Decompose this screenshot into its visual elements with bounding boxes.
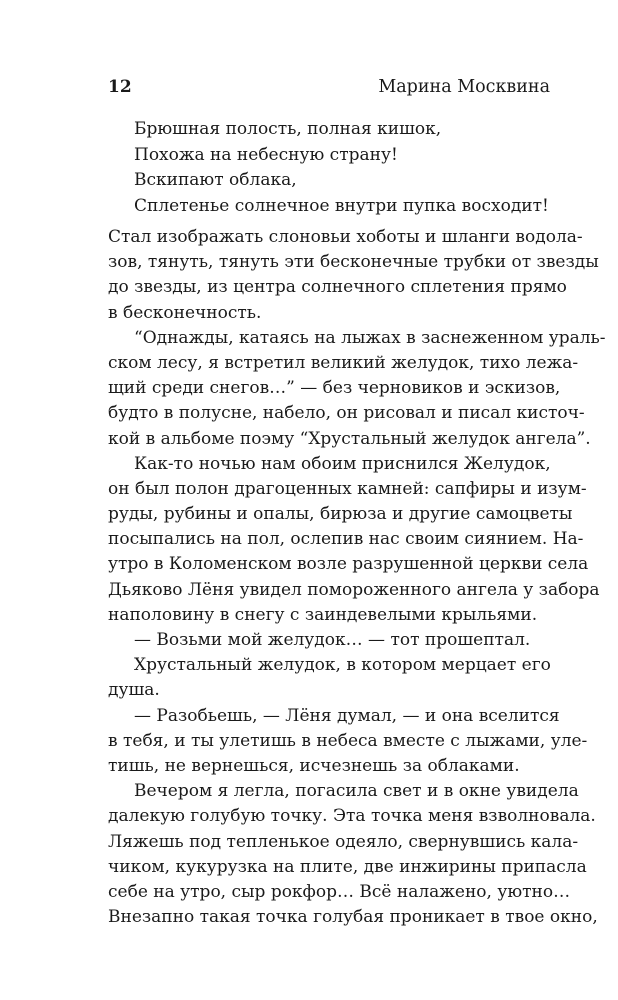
text-line: себе на утро, сыр рокфор… Всё налажено, уютно… bbox=[108, 881, 571, 902]
text-line: в бесконечность. bbox=[108, 302, 262, 323]
text-line: будто в полусне, набело, он рисовал и писал кисточ- bbox=[108, 403, 585, 424]
page-number: 12 bbox=[108, 77, 132, 97]
text-line: утро в Коломенском возле разрушенной церкви села bbox=[108, 554, 589, 575]
text-line: чиком, кукурузка на плите, две инжирины припасла bbox=[108, 856, 587, 877]
text-line: руды, рубины и опалы, бирюза и другие самоцветы bbox=[108, 504, 573, 525]
poem-line: Брюшная полость, полная кишок, bbox=[134, 119, 442, 139]
poem-line: Похожа на небесную страну! bbox=[134, 144, 398, 165]
text-line: зов, тянуть, тянуть эти бесконечные трубки от звезды bbox=[108, 252, 599, 273]
running-head-author: Марина Москвина bbox=[378, 77, 550, 97]
text-line: посыпались на пол, ослепив нас своим сиянием. На- bbox=[108, 529, 584, 550]
text-line: в тебя, и ты улетишь в небеса вместе с лыжами, уле- bbox=[108, 730, 588, 751]
text-line: наполовину в снегу с заиндевелыми крыльями. bbox=[108, 604, 538, 625]
text-line: Как-то ночью нам обоим приснился Желудок, bbox=[134, 453, 551, 474]
text-line: “Однажды, катаясь на лыжах в заснеженном ураль- bbox=[134, 327, 606, 348]
text-line: Вечером я легла, погасила свет и в окне увидела bbox=[134, 781, 579, 802]
text-line: ском лесу, я встретил великий желудок, тихо лежа- bbox=[108, 352, 579, 373]
poem-line: Вскипают облака, bbox=[134, 170, 297, 190]
running-head bbox=[108, 75, 550, 99]
poem-line: Сплетенье солнечное внутри пупка восходит! bbox=[134, 195, 549, 216]
text-line: до звезды, из центра солнечного сплетения прямо bbox=[108, 277, 567, 298]
poem-stanza bbox=[134, 117, 549, 219]
text-line: он был полон драгоценных камней: сапфиры и изум- bbox=[108, 478, 587, 499]
prose-text bbox=[108, 225, 606, 930]
text-line: Внезапно такая точка голубая проникает в твое окно, bbox=[108, 907, 598, 928]
text-line: Дьяково Лёня увидел поморoженного ангела у забора bbox=[108, 579, 600, 600]
text-line: — Возьми мой желудок… — тот прошептал. bbox=[134, 630, 531, 650]
text-line: тишь, не вернешься, исчезнешь за облаками. bbox=[108, 755, 520, 776]
text-line: Стал изображать слоновьи хоботы и шланги водола- bbox=[108, 227, 583, 247]
text-line: щий среди снегов…” — без черновиков и эскизов, bbox=[108, 378, 561, 399]
text-line: далекую голубую точку. Эта точка меня взволновала. bbox=[108, 806, 596, 827]
text-line: — Разобьешь, — Лёня думал, — и она вселится bbox=[134, 705, 560, 726]
text-line: кой в альбоме поэму “Хрустальный желудок ангела”. bbox=[108, 428, 591, 449]
text-line: душа. bbox=[108, 680, 160, 701]
text-line: Хрустальный желудок, в котором мерцает его bbox=[134, 655, 551, 676]
text-line: Ляжешь под тепленькое одеяло, свернувшись кала- bbox=[108, 831, 579, 852]
